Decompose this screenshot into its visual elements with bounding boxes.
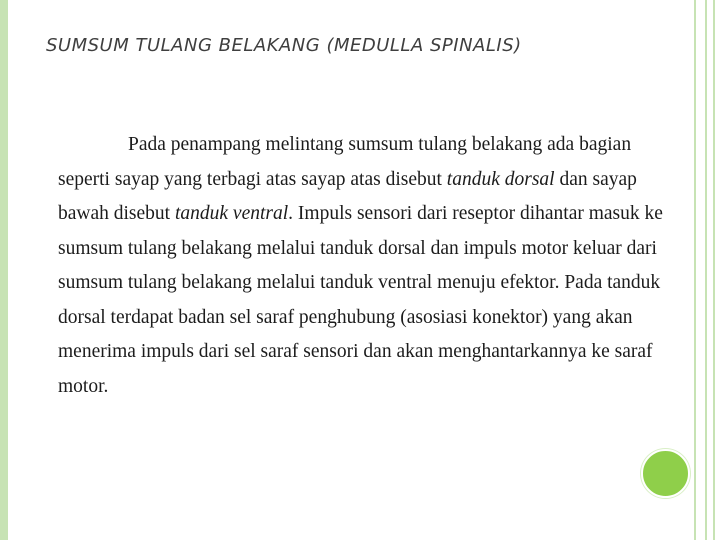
right-border-line — [705, 0, 707, 540]
paragraph-text: Pada penampang melintang sumsum tulang belakang ada bagian seperti sayap yang terbagi atas sayap atas disebut — [58, 134, 632, 190]
paragraph-text: . Impuls sensori dari reseptor dihantar masuk ke sumsum tulang belakang melalui tanduk dorsal dan impuls motor keluar dari sumsum tulang belakang melalui tanduk ventral menuju efektor. Pada tanduk dorsal terdapat badan sel saraf penghubung (asosiasi konektor) yang akan menerima impuls dari sel saraf sensori dan akan menghantarkannya ke saraf motor. — [58, 203, 663, 397]
term-tanduk-dorsal: tanduk dorsal — [446, 168, 555, 190]
decorative-green-circle — [641, 449, 690, 498]
slide-body-paragraph — [58, 128, 686, 404]
slide-title: SUMSUM TULANG BELAKANG (MEDULLA SPINALIS) — [46, 35, 522, 56]
right-border-line — [713, 0, 715, 540]
term-tanduk-ventral: tanduk ventral — [174, 203, 289, 224]
right-border-line — [694, 0, 696, 540]
left-border-bar — [0, 0, 8, 540]
paragraph-text: dan sayap bawah disebut — [58, 168, 637, 224]
